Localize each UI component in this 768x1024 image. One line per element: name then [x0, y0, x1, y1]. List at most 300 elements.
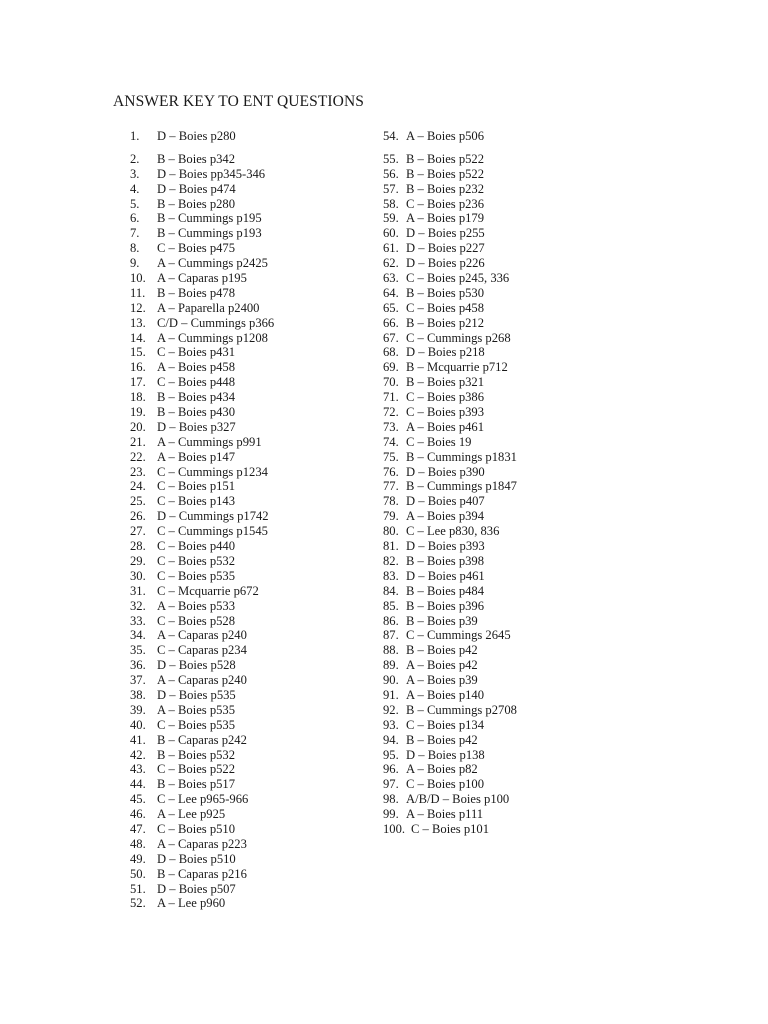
answer-item	[383, 182, 517, 197]
answer-text: C – Boies 19	[406, 434, 472, 449]
answer-item	[383, 465, 517, 480]
answer-item	[383, 435, 517, 450]
answer-text: D – Boies p461	[406, 568, 485, 583]
answer-number: 47.	[130, 821, 146, 836]
answer-item	[383, 658, 517, 673]
answer-number: 95.	[383, 747, 399, 762]
answer-number: 80.	[383, 524, 399, 539]
answer-text: B – Boies p42	[406, 732, 478, 747]
answer-item	[383, 360, 517, 375]
answer-number: 50.	[130, 866, 146, 881]
answer-text: A – Boies p140	[406, 687, 485, 702]
answer-number: 77.	[383, 479, 399, 494]
answer-text: D – Boies p255	[406, 226, 485, 241]
answer-item	[130, 792, 274, 807]
answer-item	[130, 167, 274, 182]
answer-item	[130, 405, 274, 420]
answer-text: D – Boies p535	[157, 687, 236, 702]
answer-item	[130, 852, 274, 867]
answer-text: B – Cummings p1847	[406, 479, 517, 494]
answer-text: B – Boies p484	[406, 583, 485, 598]
answer-item	[130, 896, 274, 911]
answer-text: B – Caparas p242	[157, 732, 247, 747]
answer-number: 4.	[130, 181, 140, 196]
answer-number: 49.	[130, 851, 146, 866]
answer-number: 1.	[130, 129, 140, 143]
answer-item	[383, 226, 517, 241]
answer-text: B – Mcquarrie p712	[406, 360, 508, 375]
answer-text: C – Boies p431	[157, 345, 236, 360]
answer-number: 35.	[130, 643, 146, 658]
answer-number: 20.	[130, 419, 146, 434]
answer-item	[130, 584, 274, 599]
answer-text: D – Boies p227	[406, 241, 485, 256]
answer-text: C – Cummings 2645	[406, 628, 511, 643]
answer-item	[383, 509, 517, 524]
answer-item	[383, 271, 517, 286]
answer-number: 38.	[130, 687, 146, 702]
answer-text: C – Mcquarrie p672	[157, 583, 259, 598]
answer-number: 83.	[383, 568, 399, 583]
answer-text: B – Boies p430	[157, 405, 236, 420]
answer-text: C – Boies p475	[157, 241, 236, 256]
answer-item	[130, 524, 274, 539]
answer-number: 12.	[130, 300, 146, 315]
answer-item	[383, 152, 517, 167]
answer-number: 66.	[383, 315, 399, 330]
answer-number: 16.	[130, 360, 146, 375]
answer-item	[130, 226, 274, 241]
answer-item	[130, 822, 274, 837]
answer-number: 68.	[383, 345, 399, 360]
answer-item	[130, 152, 274, 167]
answer-number: 98.	[383, 792, 399, 807]
answer-number: 71.	[383, 390, 399, 405]
answer-number: 79.	[383, 509, 399, 524]
answer-number: 43.	[130, 762, 146, 777]
answer-item	[383, 718, 517, 733]
answer-text: B – Boies p396	[406, 598, 485, 613]
answer-item	[383, 748, 517, 763]
answer-item	[383, 822, 517, 837]
answer-number: 67.	[383, 330, 399, 345]
answer-number: 74.	[383, 434, 399, 449]
answer-number: 59.	[383, 211, 399, 226]
answer-item	[383, 405, 517, 420]
answer-item	[383, 331, 517, 346]
answer-number: 46.	[130, 807, 146, 822]
answer-item	[130, 628, 274, 643]
answer-number: 81.	[383, 539, 399, 554]
answer-text: D – Boies p280	[157, 129, 236, 143]
answer-text: B – Boies p517	[157, 777, 236, 792]
answer-number: 92.	[383, 702, 399, 717]
answer-number: 22.	[130, 449, 146, 464]
answer-number: 94.	[383, 732, 399, 747]
answer-number: 78.	[383, 494, 399, 509]
answer-number: 96.	[383, 762, 399, 777]
answer-item	[130, 256, 274, 271]
answer-number: 69.	[383, 360, 399, 375]
answer-text: C/D – Cummings p366	[157, 315, 275, 330]
answer-text: C – Cummings p1545	[157, 524, 268, 539]
answer-text: A – Boies p458	[157, 360, 236, 375]
answer-number: 13.	[130, 315, 146, 330]
answer-item	[130, 479, 274, 494]
answer-item	[130, 867, 274, 882]
answer-text: A/B/D – Boies p100	[406, 792, 510, 807]
answer-number: 32.	[130, 598, 146, 613]
answer-text: B – Caparas p216	[157, 866, 247, 881]
answer-number: 86.	[383, 613, 399, 628]
answer-text: A – Boies p179	[406, 211, 485, 226]
answer-item	[383, 599, 517, 614]
answer-item	[383, 390, 517, 405]
answer-text: B – Boies p532	[157, 747, 236, 762]
answer-number: 58.	[383, 196, 399, 211]
answer-text: D – Cummings p1742	[157, 509, 269, 524]
answer-item	[130, 673, 274, 688]
answer-text: C – Cummings p1234	[157, 464, 268, 479]
answer-item	[130, 718, 274, 733]
answer-number: 27.	[130, 524, 146, 539]
answer-number: 82.	[383, 553, 399, 568]
answer-item	[130, 331, 274, 346]
answer-item	[130, 301, 274, 316]
answer-number: 87.	[383, 628, 399, 643]
answer-item	[383, 628, 517, 643]
answer-text: A – Lee p960	[157, 896, 226, 911]
answer-number: 36.	[130, 658, 146, 673]
answer-item	[130, 882, 274, 897]
answer-item	[383, 494, 517, 509]
answer-text: B – Boies p42	[406, 643, 478, 658]
answer-item	[383, 316, 517, 331]
answer-number: 44.	[130, 777, 146, 792]
answer-text: B – Cummings p1831	[406, 449, 517, 464]
answer-item	[130, 494, 274, 509]
answer-text: A – Caparas p240	[157, 628, 247, 643]
answer-text: C – Boies p386	[406, 390, 485, 405]
answer-number: 100.	[383, 821, 406, 836]
answer-number: 93.	[383, 717, 399, 732]
answer-text: A – Boies p42	[406, 658, 478, 673]
answer-text: B – Cummings p193	[157, 226, 262, 241]
answer-item	[130, 316, 274, 331]
answer-number: 17.	[130, 375, 146, 390]
answer-text: D – Boies p510	[157, 851, 236, 866]
answer-text: C – Boies p458	[406, 300, 485, 315]
answer-item	[383, 286, 517, 301]
answer-item	[130, 197, 274, 212]
answer-number: 3.	[130, 166, 140, 181]
answer-item	[383, 643, 517, 658]
answer-text: C – Boies p532	[157, 553, 236, 568]
answer-item	[130, 658, 274, 673]
answer-item	[130, 465, 274, 480]
answer-item	[130, 286, 274, 301]
answer-item	[130, 807, 274, 822]
answer-number: 9.	[130, 256, 140, 271]
answer-number: 48.	[130, 836, 146, 851]
answer-text: B – Boies p522	[406, 151, 485, 166]
answer-item	[130, 733, 274, 748]
answer-item	[130, 569, 274, 584]
answer-text: A – Boies p394	[406, 509, 485, 524]
answer-text: B – Boies p280	[157, 196, 236, 211]
answer-text: A – Cummings p991	[157, 434, 262, 449]
answer-text: B – Boies p342	[157, 151, 236, 166]
answer-text: A – Caparas p195	[157, 271, 247, 286]
answer-item	[130, 435, 274, 450]
answer-item	[130, 614, 274, 629]
answer-number: 42.	[130, 747, 146, 762]
answer-text: D – Boies p407	[406, 494, 485, 509]
answer-text: B – Boies p212	[406, 315, 485, 330]
answer-text: C – Boies p393	[406, 405, 485, 420]
answer-item	[383, 197, 517, 212]
answer-text: A – Lee p925	[157, 807, 226, 822]
answer-text: D – Boies p327	[157, 419, 236, 434]
answer-item	[383, 569, 517, 584]
answer-number: 97.	[383, 777, 399, 792]
answer-number: 37.	[130, 673, 146, 688]
answer-item	[383, 777, 517, 792]
answer-text: A – Boies p535	[157, 702, 236, 717]
answer-text: D – Boies p390	[406, 464, 485, 479]
answer-list-left	[130, 129, 274, 911]
answer-text: C – Lee p830, 836	[406, 524, 500, 539]
answer-text: A – Boies p506	[406, 129, 485, 143]
answer-number: 6.	[130, 211, 140, 226]
answer-item	[130, 182, 274, 197]
answer-text: B – Boies p398	[406, 553, 485, 568]
answer-text: D – Boies p218	[406, 345, 485, 360]
answer-text: C – Boies p535	[157, 717, 236, 732]
answer-number: 19.	[130, 405, 146, 420]
answer-item	[383, 554, 517, 569]
answer-text: A – Boies p147	[157, 449, 236, 464]
answer-item	[383, 584, 517, 599]
answer-text: B – Boies p39	[406, 613, 478, 628]
answer-text: D – Boies pp345-346	[157, 166, 266, 181]
answer-text: B – Boies p434	[157, 390, 236, 405]
answer-text: D – Boies p528	[157, 658, 236, 673]
answer-number: 54.	[383, 129, 399, 143]
answer-item	[130, 375, 274, 390]
answer-number: 51.	[130, 881, 146, 896]
answer-number: 63.	[383, 271, 399, 286]
answer-text: B – Boies p321	[406, 375, 485, 390]
answer-text: A – Boies p111	[406, 807, 484, 822]
answer-number: 99.	[383, 807, 399, 822]
answer-text: C – Cummings p268	[406, 330, 511, 345]
answer-number: 29.	[130, 553, 146, 568]
answer-item	[130, 509, 274, 524]
answer-number: 24.	[130, 479, 146, 494]
answer-number: 25.	[130, 494, 146, 509]
answer-number: 15.	[130, 345, 146, 360]
answer-number: 28.	[130, 539, 146, 554]
answer-text: D – Boies p393	[406, 539, 485, 554]
answer-number: 89.	[383, 658, 399, 673]
answer-item	[130, 837, 274, 852]
answer-item	[383, 479, 517, 494]
answer-number: 11.	[130, 285, 146, 300]
answer-number: 73.	[383, 419, 399, 434]
answer-item	[130, 599, 274, 614]
answer-item	[383, 211, 517, 226]
answer-item	[130, 703, 274, 718]
answer-number: 40.	[130, 717, 146, 732]
answer-item	[383, 167, 517, 182]
answer-number: 55.	[383, 151, 399, 166]
answer-item	[383, 673, 517, 688]
answer-number: 52.	[130, 896, 146, 911]
answer-text: A – Boies p461	[406, 419, 485, 434]
answer-item	[130, 777, 274, 792]
answer-text: A – Paparella p2400	[157, 300, 260, 315]
answer-number: 85.	[383, 598, 399, 613]
answer-text: C – Boies p528	[157, 613, 236, 628]
answer-text: C – Boies p100	[406, 777, 485, 792]
answer-text: B – Boies p522	[406, 166, 485, 181]
answer-item	[130, 688, 274, 703]
answer-number: 41.	[130, 732, 146, 747]
answer-number: 45.	[130, 792, 146, 807]
answer-number: 8.	[130, 241, 140, 256]
answer-number: 30.	[130, 568, 146, 583]
answer-text: D – Boies p474	[157, 181, 236, 196]
answer-text: A – Cummings p1208	[157, 330, 268, 345]
answer-number: 60.	[383, 226, 399, 241]
answer-item	[130, 390, 274, 405]
answer-number: 2.	[130, 151, 140, 166]
answer-item	[383, 301, 517, 316]
answer-number: 70.	[383, 375, 399, 390]
answer-number: 65.	[383, 300, 399, 315]
answer-text: C – Boies p143	[157, 494, 236, 509]
answer-item	[383, 345, 517, 360]
answer-text: C – Boies p448	[157, 375, 236, 390]
answer-item	[130, 748, 274, 763]
answer-item	[383, 539, 517, 554]
answer-number: 84.	[383, 583, 399, 598]
answer-number: 75.	[383, 449, 399, 464]
answer-number: 64.	[383, 285, 399, 300]
answer-text: A – Boies p82	[406, 762, 478, 777]
answer-number: 18.	[130, 390, 146, 405]
answer-text: B – Cummings p195	[157, 211, 262, 226]
answer-item	[130, 554, 274, 569]
answer-item	[383, 129, 517, 144]
answer-text: C – Caparas p234	[157, 643, 247, 658]
answer-text: C – Lee p965-966	[157, 792, 249, 807]
answer-text: C – Boies p440	[157, 539, 236, 554]
answer-number: 21.	[130, 434, 146, 449]
answer-text: C – Boies p522	[157, 762, 236, 777]
answer-item	[130, 360, 274, 375]
answer-item	[383, 688, 517, 703]
answer-item	[383, 703, 517, 718]
answer-text: B – Boies p530	[406, 285, 485, 300]
answer-text: D – Boies p138	[406, 747, 485, 762]
answer-number: 31.	[130, 583, 146, 598]
answer-item	[383, 792, 517, 807]
answer-text: A – Caparas p240	[157, 673, 247, 688]
answer-text: C – Boies p535	[157, 568, 236, 583]
answer-item	[383, 733, 517, 748]
answer-number: 14.	[130, 330, 146, 345]
answer-text: B – Boies p478	[157, 285, 236, 300]
answer-number: 57.	[383, 181, 399, 196]
answer-number: 62.	[383, 256, 399, 271]
answer-item	[130, 271, 274, 286]
answer-number: 10.	[130, 271, 146, 286]
answer-text: D – Boies p507	[157, 881, 236, 896]
answer-text: A – Boies p39	[406, 673, 478, 688]
answer-number: 7.	[130, 226, 140, 241]
answer-item	[383, 524, 517, 539]
answer-text: B – Boies p232	[406, 181, 485, 196]
answer-item	[383, 450, 517, 465]
answer-item	[130, 643, 274, 658]
answer-text: C – Boies p134	[406, 717, 485, 732]
answer-text: D – Boies p226	[406, 256, 485, 271]
answer-list-right	[383, 129, 517, 837]
answer-number: 91.	[383, 687, 399, 702]
answer-text: A – Cummings p2425	[157, 256, 268, 271]
answer-number: 61.	[383, 241, 399, 256]
answer-item	[130, 129, 274, 144]
answer-item	[383, 241, 517, 256]
answer-item	[383, 256, 517, 271]
document-title: ANSWER KEY TO ENT QUESTIONS	[113, 93, 364, 110]
answer-item	[130, 420, 274, 435]
answer-item	[383, 807, 517, 822]
answer-text: C – Boies p101	[411, 821, 490, 836]
answer-text: C – Boies p510	[157, 821, 236, 836]
answer-text: A – Boies p533	[157, 598, 236, 613]
answer-number: 56.	[383, 166, 399, 181]
answer-item	[130, 241, 274, 256]
answer-item	[383, 420, 517, 435]
answer-number: 39.	[130, 702, 146, 717]
answer-number: 33.	[130, 613, 146, 628]
answer-text: C – Boies p236	[406, 196, 485, 211]
answer-number: 26.	[130, 509, 146, 524]
answer-number: 76.	[383, 464, 399, 479]
answer-item	[130, 450, 274, 465]
answer-item	[383, 375, 517, 390]
answer-item	[130, 211, 274, 226]
answer-text: B – Cummings p2708	[406, 702, 517, 717]
answer-number: 23.	[130, 464, 146, 479]
answer-item	[130, 345, 274, 360]
answer-item	[130, 762, 274, 777]
answer-text: C – Boies p245, 336	[406, 271, 510, 286]
answer-number: 5.	[130, 196, 140, 211]
answer-number: 90.	[383, 673, 399, 688]
answer-item	[130, 539, 274, 554]
answer-number: 88.	[383, 643, 399, 658]
answer-number: 34.	[130, 628, 146, 643]
answer-item	[383, 614, 517, 629]
answer-number: 72.	[383, 405, 399, 420]
answer-text: C – Boies p151	[157, 479, 236, 494]
answer-text: A – Caparas p223	[157, 836, 247, 851]
answer-item	[383, 762, 517, 777]
